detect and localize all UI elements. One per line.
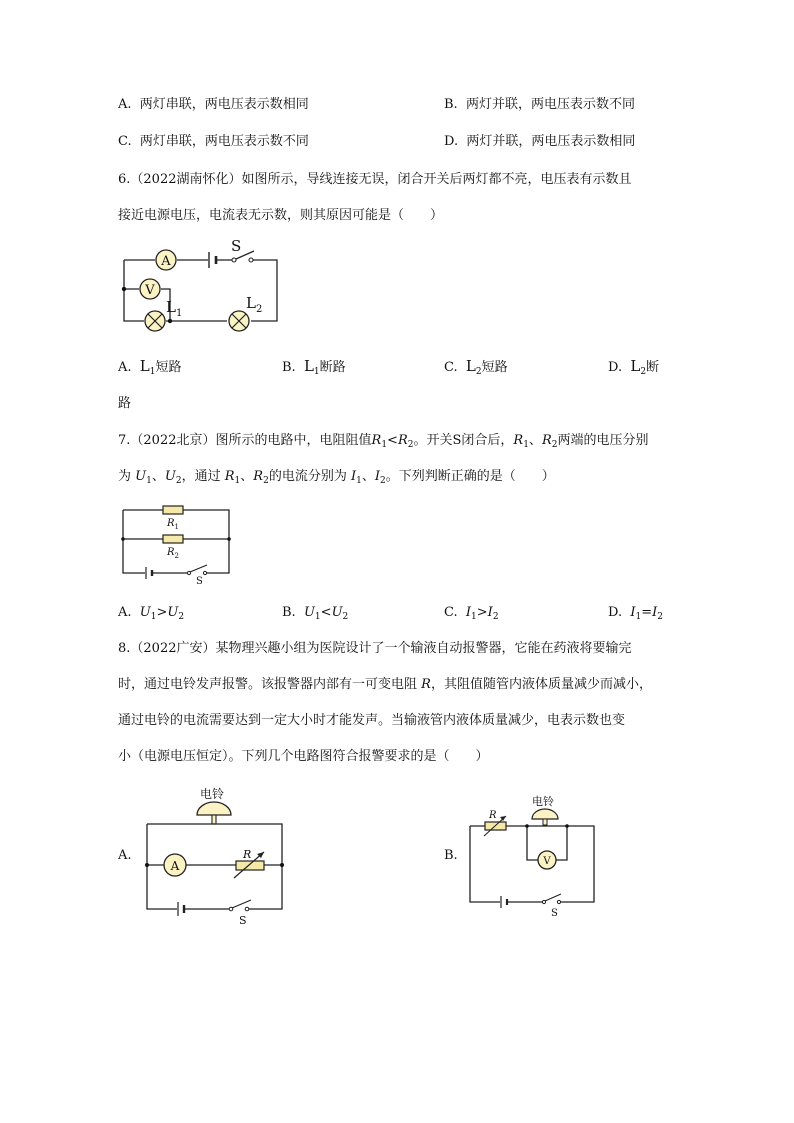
q5-option-a[interactable]: A. 两灯串联，两电压表示数相同 [118, 97, 309, 112]
q8a-bell-label: 电铃 [200, 787, 225, 801]
q7-option-a[interactable]: A. $U_1>U_2$ [118, 605, 185, 622]
q8-stem-line4: 小（电源电压恒定）。下列几个电路图符合报警要求的是（ ） [118, 749, 489, 764]
q7-r2-label: $R_2$ [167, 547, 179, 560]
q6-stem-line1: 6.（2022湖南怀化）如图所示，导线连接无误，闭合开关后两灯都不亮，电压表有示数且 [118, 172, 632, 187]
q5-option-d[interactable]: D. 两灯并联，两电压表示数相同 [444, 134, 636, 149]
q8b-resistor-label: R [489, 810, 497, 821]
q7-r1-label: $R_1$ [167, 518, 179, 531]
q8a-variable-resistor-icon [236, 861, 264, 870]
q6-voltmeter-icon [140, 279, 160, 299]
q6-option-d-wrap: 路 [118, 396, 132, 411]
q8a-bell-icon [197, 802, 231, 824]
q8-option-a-label[interactable]: A. [118, 848, 132, 863]
q8a-resistor-label: R [243, 848, 252, 861]
q8b-switch-label: S [551, 908, 558, 919]
svg-text:V: V [543, 856, 551, 867]
q7-r2-resistor-icon [163, 535, 183, 543]
q6-option-c[interactable]: C. $L_2$短路 [444, 357, 508, 377]
svg-text:V: V [145, 283, 155, 298]
q5-option-b[interactable]: B. 两灯并联，两电压表示数不同 [444, 97, 635, 112]
q8a-switch-label: S [239, 914, 247, 927]
q6-switch-label: S [231, 237, 242, 255]
q8-stem-line2: 时，通过电铃发声报警。该报警器内部有一可变电阻 R，其阻值随管内液体质量减少而减小， [118, 677, 652, 692]
q6-lamp1-label: $L_1$ [166, 298, 183, 319]
q6-lamp1-icon [145, 311, 165, 331]
q6-lamp2-icon [229, 311, 249, 331]
q6-ammeter-icon [156, 250, 176, 270]
q8a-ammeter-icon [164, 854, 186, 876]
q7-option-c[interactable]: C. $I_1>I_2$ [444, 605, 499, 622]
q8b-bell-icon [532, 809, 558, 825]
q7-switch-label: S [196, 576, 203, 587]
q7-option-d[interactable]: D. $I_1=I_2$ [608, 605, 664, 622]
q8-option-b-circuit-diagram[interactable] [464, 792, 604, 920]
svg-text:A: A [161, 254, 171, 269]
q6-option-d[interactable]: D. $L_2$断 [608, 357, 660, 377]
q7-circuit-diagram [118, 498, 238, 587]
q8b-voltmeter-icon [538, 851, 556, 869]
q6-option-b[interactable]: B. $L_1$断路 [282, 357, 346, 377]
q8-option-a-circuit-diagram[interactable] [140, 782, 290, 927]
q7-r1-resistor-icon [163, 506, 183, 514]
q7-stem-line2: 为 $U_1$、$U_2$，通过 $R_1$、$R_2$的电流分别为 $I_1$、$I_2$。下列判断正确的是（ ） [118, 469, 555, 486]
q6-lamp2-label: $L_2$ [246, 294, 263, 315]
q8-option-b-label[interactable]: B. [444, 848, 458, 863]
q8-stem-line1: 8.（2022广安）某物理兴趣小组为医院设计了一个输液自动报警器，它能在药液将要输完 [118, 641, 632, 656]
q6-stem-line2: 接近电源电压，电流表无示数，则其原因可能是（ ） [118, 208, 444, 223]
svg-text:A: A [170, 859, 180, 873]
q5-option-c[interactable]: C. 两灯串联，两电压表示数不同 [118, 134, 309, 149]
q8-stem-line3: 通过电铃的电流需要达到一定大小时才能发声。当输液管内液体质量减少，电表示数也变 [118, 713, 626, 728]
q6-option-a[interactable]: A. $L_1$短路 [118, 357, 182, 377]
q7-option-b[interactable]: B. $U_1<U_2$ [282, 605, 349, 622]
q8b-bell-label: 电铃 [532, 795, 554, 808]
q7-stem-line1: 7.（2022北京）图所示的电路中，电阻阻值$R_1<R_2$。开关S闭合后，$R_1$、$R_2$两端的电压分别 [118, 433, 649, 450]
q6-circuit-diagram [118, 238, 288, 338]
